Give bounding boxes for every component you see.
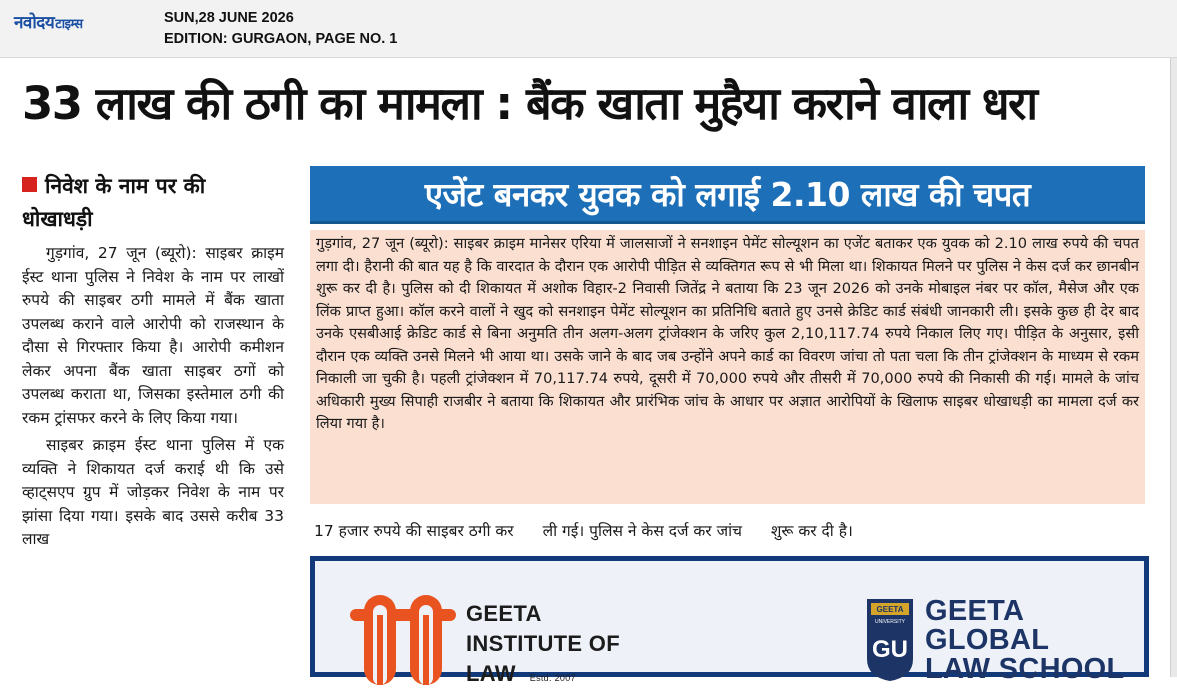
left-story-para1: गुड़गांव, 27 जून (ब्यूरो): साइबर क्राइम ईस्ट थाना पुलिस ने निवेश के नाम पर लाखों रुपये की साइबर ठगी मामले में बैंक खाता उपलब्ध कराने वाले आरोपी को राजस्थान के दौसा से गिरफ्तार किया है। आरोपी कमीशन लेकर अपना बैंक खाता साइबर ठगों को उपलब्ध कराता था, जिसका इस्तेमाल ठगी की रकम ट्रांसफर करने के लिए किया गया। xyxy=(22,244,284,427)
edition-meta xyxy=(164,8,397,50)
advertisement-panel xyxy=(315,561,1144,686)
main-headline: 33 लाख की ठगी का मामला : बैंक खाता मुहैया कराने वाला धरा xyxy=(22,77,1037,130)
story-banner: एजेंट बनकर युवक को लगाई 2.10 लाख की चपत xyxy=(310,166,1145,224)
ggu-badge-icon xyxy=(865,599,915,681)
highlight-story-box xyxy=(310,230,1145,504)
subhead-line1: निवेश के नाम पर की xyxy=(45,174,206,198)
gil-line2: INSTITUTE OF xyxy=(466,631,620,656)
gil-logo-icon xyxy=(350,595,456,685)
caption-line xyxy=(314,518,1144,544)
advertisement[interactable] xyxy=(310,556,1149,686)
edition-info: EDITION: GURGAON, PAGE NO. 1 xyxy=(164,31,398,47)
gil-line3: LAW xyxy=(466,661,516,686)
vertical-scrollbar[interactable] xyxy=(1170,58,1177,677)
subhead-line2: धोखाधड़ी xyxy=(22,207,93,231)
masthead-bar xyxy=(0,0,1177,58)
caption-part3: शुरू कर दी है। xyxy=(770,522,853,540)
left-story-subhead xyxy=(22,170,284,236)
ggu-line1: GEETA xyxy=(925,595,1025,627)
left-story xyxy=(22,170,284,552)
gil-established: Estd. 2007 xyxy=(529,673,576,683)
publication-date: SUN,28 JUNE 2026 xyxy=(164,10,294,26)
ggu-line3: LAW SCHOOL xyxy=(925,653,1125,685)
ggu-line2: GLOBAL xyxy=(925,624,1050,656)
logo-sub: टाइम्स xyxy=(55,17,83,32)
newspaper-logo[interactable] xyxy=(14,10,83,33)
caption-part2: ली गई। पुलिस ने केस दर्ज कर जांच xyxy=(542,522,742,540)
highlight-story-text: गुड़गांव, 27 जून (ब्यूरो): साइबर क्राइम मानेसर एरिया में जालसाजों ने सनशाइन पेमेंट सोल्यूशन का एजेंट बताकर एक युवक को 2.10 लाख रुपये की चपत लगा दी। हैरानी की बात यह है कि वारदात के दौरान एक आरोपी पीड़ित से व्यक्तिगत रूप से भी मिला था। शिकायत मिलने पर पुलिस ने केस दर्ज कर छानबीन शुरू कर दी है। पुलिस को दी शिकायत में अशोक विहार-2 निवासी जितेंद्र ने बताया कि 23 जून 2026 को उनके मोबाइल नंबर पर कॉल, मैसेज और एक लिंक प्राप्त हुआ। कॉल करने वालों ने खुद को सनशाइन पेमेंट सोल्यूशन का प्रतिनिधि बताते हुए उनसे क्रेडिट कार्ड संबंधी जानकारी ली। इसके कुछ ही देर बाद उनके एसबीआई क्रेडिट कार्ड से बिना अनुमति तीन अलग-अलग ट्रांजेक्शन के जरिए कुल 2,10,117.74 रुपये निकाल लिए गए। पीड़ित के अनुसार, इसी दौरान एक व्यक्ति उनसे मिलने भी आया था। उसके जाने के बाद जब उन्होंने अपने कार्ड का विवरण जांचा तो पता चला कि तीन ट्रांजेक्शन के माध्यम से रकम निकाली जा चुकी है। पहली ट्रांजेक्शन में 70,117.74 रुपये, दूसरी में 70,000 रुपये और तीसरी में 70,000 रुपये की निकासी की गई। मामले के जांच अधिकारी मुख्य सिपाही राजबीर ने बताया कि शिकायत और प्रारंभिक जांच के आधार पर अज्ञात आरोपियों के खिलाफ साइबर धोखाधड़ी का मामला दर्ज कर लिया गया है। xyxy=(316,235,1139,432)
badge-top-text: GEETA xyxy=(876,605,904,614)
caption-part1: 17 हजार रुपये की साइबर ठगी कर xyxy=(314,522,514,540)
logo-main: नवोदय xyxy=(14,13,55,33)
gil-line1: GEETA xyxy=(466,601,542,626)
ggu-name xyxy=(925,597,1125,684)
red-square-bullet-icon xyxy=(22,177,37,192)
left-story-para2: साइबर क्राइम ईस्ट थाना पुलिस में एक व्यक्ति ने शिकायत दर्ज कराई थी कि उसे व्हाट्सएप ग्रुप में जोड़कर निवेश के नाम पर झांसा दिया गया। इसके बाद उससे करीब 33 लाख xyxy=(22,436,284,548)
gil-name xyxy=(466,599,620,693)
badge-sub-text: UNIVERSITY xyxy=(874,619,906,625)
badge-mark-text: GU xyxy=(872,636,908,663)
left-story-body xyxy=(22,242,284,552)
